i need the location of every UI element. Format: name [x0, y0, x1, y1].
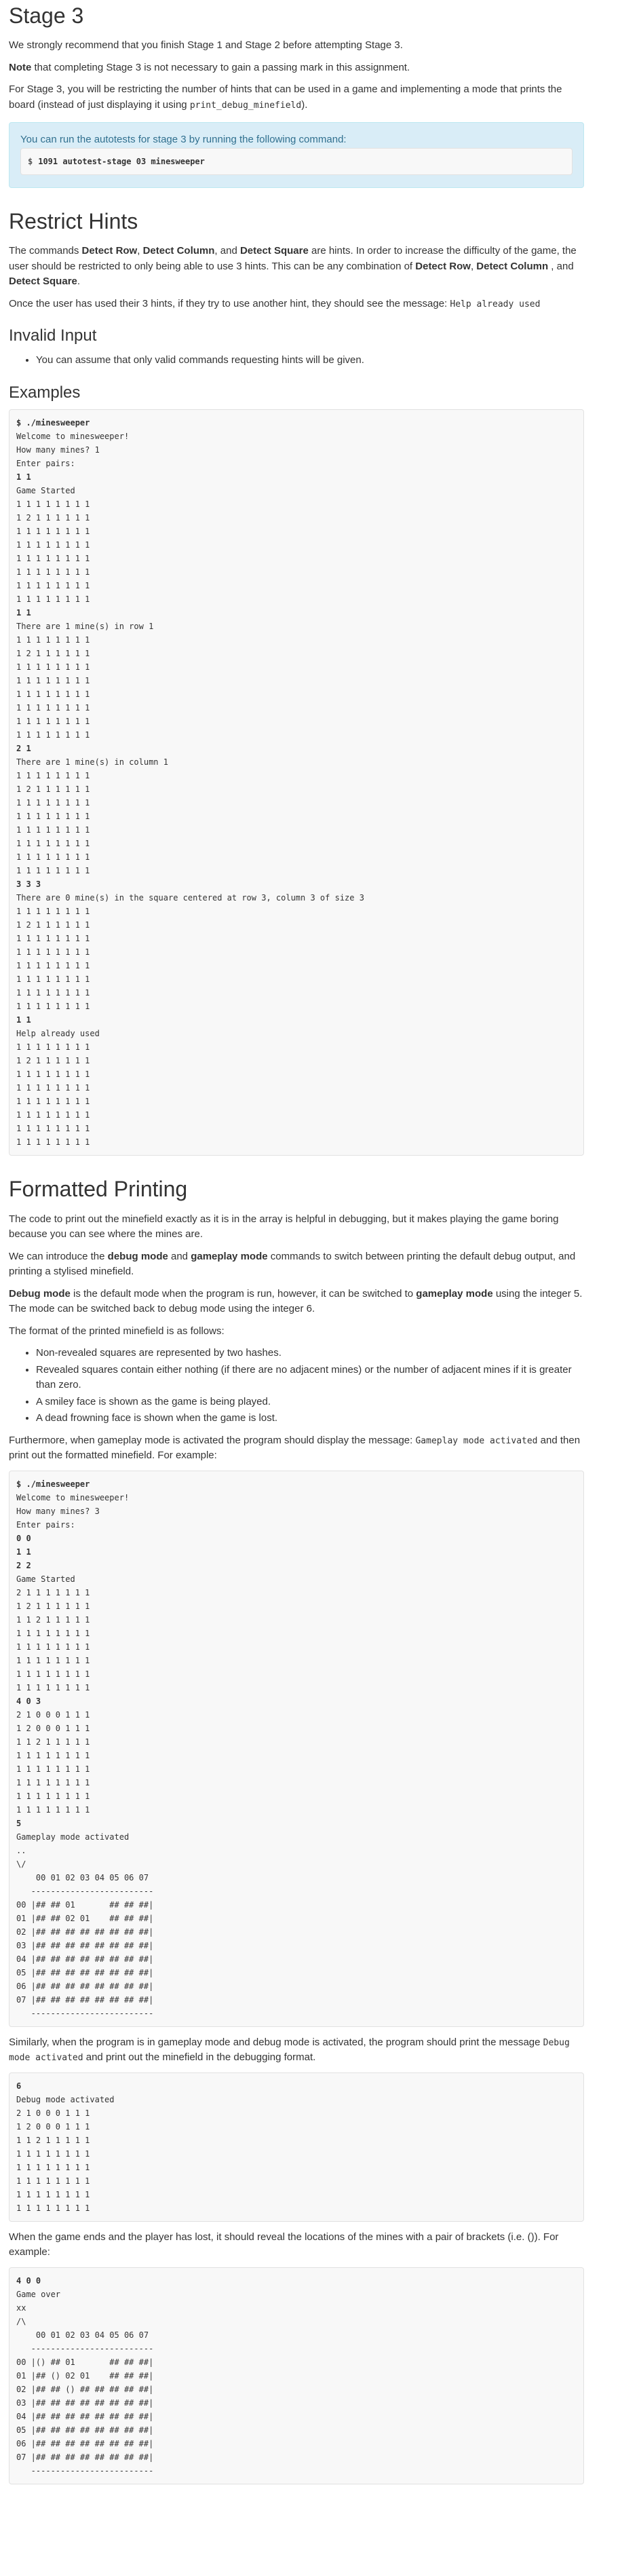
code-line: 1 2 1 1 1 1 1 1	[16, 1056, 90, 1066]
code-line: Welcome to minesweeper!	[16, 432, 130, 442]
code-line: 1 1 1 1 1 1 1 1	[16, 825, 90, 835]
code-line: 1 1 1 1 1 1 1 1	[16, 974, 90, 985]
debug-switch-paragraph	[9, 2035, 584, 2066]
code-line: 06 |## ## ## ## ## ## ## ##|	[16, 2438, 154, 2448]
list-item: • Non-revealed squares are represented by two hashes.	[36, 1346, 584, 1361]
code-line: 1 1 1 1 1 1 1 1	[16, 812, 90, 822]
intro-paragraph-3	[9, 82, 584, 113]
code-line: 1 1 1 1 1 1 1 1	[16, 1002, 90, 1012]
formatted-printing-paragraph-4: The format of the printed minefield is as follows:	[9, 1325, 225, 1337]
code-line: Enter pairs:	[16, 459, 75, 469]
code-line: 2 1	[16, 744, 31, 754]
note-text: that completing Stage 3 is not necessary to gain a passing mark in this assignment.	[31, 61, 410, 73]
text: is the default mode when the program is run, however, it can be switched to	[70, 1287, 416, 1300]
game-over-paragraph: When the game ends and the player has lost, it should reveal the locations of the mines with a pair of brackets (i.e. ()). For example:	[9, 2231, 559, 2258]
section-title-restrict-hints: Restrict Hints	[9, 208, 138, 233]
text: Once the user has used their 3 hints, if they try to use another hint, they should see the message:	[9, 297, 450, 309]
code-line: 00 01 02 03 04 05 06 07	[16, 1872, 149, 1882]
code-line: Help already used	[16, 1029, 100, 1039]
code-line: 1 1 1 1 1 1 1 1	[16, 703, 90, 713]
alert-text: You can run the autotests for stage 3 by running the following command:	[20, 134, 347, 146]
code-line: xx	[16, 2303, 26, 2313]
code-line: 1 1 1 1 1 1 1 1	[16, 1110, 90, 1120]
hints-example-code-block[interactable]	[9, 409, 584, 1156]
code-line: 1 1 1 1 1 1 1 1	[16, 1764, 90, 1774]
code-line: 1 1 1 1 1 1 1 1	[16, 2189, 90, 2199]
code-line: 1 1	[16, 472, 31, 482]
inline-code: print_debug_minefield	[189, 100, 302, 111]
code-line: 1 1 1 1 1 1 1 1	[16, 1069, 90, 1080]
code-line: 1 1 1 1 1 1 1 1	[16, 1083, 90, 1093]
text: are hints. In order to increase the difficulty of the game, the user should be restricted to only being able to use 3 hints. This can be any combination of	[9, 245, 577, 272]
intro-text: ).	[301, 98, 308, 111]
code-line: 1 1 1 1 1 1 1 1	[16, 499, 90, 510]
code-line: 1 1 1 1 1 1 1 1	[16, 2148, 90, 2159]
code-line: 1 1 1 1 1 1 1 1	[16, 771, 90, 781]
text: Similarly, when the program is in gameplay mode and debug mode is activated, the program should print the message	[9, 2036, 543, 2048]
code-line: 1 1 1 1 1 1 1 1	[16, 2176, 90, 2186]
code-line: 1 1 1 1 1 1 1 1	[16, 907, 90, 917]
command-name: Detect Square	[9, 276, 77, 288]
code-line: 03 |## ## ## ## ## ## ## ##|	[16, 1940, 154, 1950]
code-line: 1 1 1 1 1 1 1 1	[16, 540, 90, 550]
code-line: 1 1 1 1 1 1 1 1	[16, 947, 90, 958]
intro-text: For Stage 3, you will be restricting the number of hints that can be used in a game and implementing a mode that prints the board (instead of just displaying it using	[9, 83, 562, 111]
inline-code: Help already used	[450, 299, 541, 309]
note-label: Note	[9, 61, 32, 73]
code-line: 1 1 1 1 1 1 1 1	[16, 730, 90, 740]
code-line: Welcome to minesweeper!	[16, 1492, 130, 1502]
code-line: 1 1 2 1 1 1 1 1	[16, 2135, 90, 2145]
code-line: Game over	[16, 2289, 61, 2299]
code-line: How many mines? 1	[16, 445, 100, 455]
code-line: 1 1 1 1 1 1 1 1	[16, 798, 90, 808]
text: , and	[548, 260, 574, 272]
code-line: 2 2	[16, 1560, 31, 1570]
code-line: 1 1 1 1 1 1 1 1	[16, 1777, 90, 1787]
code-line: 1 1 1 1 1 1 1 1	[16, 1669, 90, 1679]
code-line: 1 1 1 1 1 1 1 1	[16, 635, 90, 645]
code-line: \/	[16, 1859, 26, 1869]
list-item: • A dead frowning face is shown when the game is lost.	[36, 1411, 584, 1426]
code-line: 07 |## ## ## ## ## ## ## ##|	[16, 2452, 154, 2462]
code-line: 06 |## ## ## ## ## ## ## ##|	[16, 1981, 154, 1991]
text: and	[168, 1250, 191, 1262]
invalid-input-list	[9, 353, 584, 368]
code-line: 1 1 1 1 1 1 1 1	[16, 1750, 90, 1760]
section-title-examples: Examples	[9, 383, 81, 402]
code-line: 1 1 2 1 1 1 1 1	[16, 1614, 90, 1625]
autotest-command: 1091 autotest-stage 03 minesweeper	[38, 156, 205, 166]
code-line: -------------------------	[16, 2465, 154, 2476]
formatted-printing-paragraph-5	[9, 1433, 584, 1464]
formatted-printing-paragraph-2	[9, 1249, 584, 1280]
intro-paragraph-2	[9, 60, 584, 76]
code-line: Game Started	[16, 486, 75, 496]
inline-code: Debug mode activated	[9, 2037, 570, 2064]
text: commands to switch between printing the default debug output, and printing a stylised minefield.	[9, 1250, 576, 1278]
command-name: Detect Row	[415, 260, 471, 272]
code-line: 1 1 1 1 1 1 1 1	[16, 1124, 90, 1134]
page-title: Stage 3	[9, 3, 84, 28]
code-line: 1 1	[16, 608, 31, 618]
code-line: There are 1 mine(s) in column 1	[16, 757, 168, 768]
code-line: 04 |## ## ## ## ## ## ## ##|	[16, 2411, 154, 2421]
code-line: 4 0 0	[16, 2275, 41, 2286]
game-over-example-code-block[interactable]	[9, 2267, 584, 2484]
code-line: 6	[16, 2081, 22, 2091]
code-line: 1 1 1 1 1 1 1 1	[16, 676, 90, 686]
code-line: 02 |## ## ## ## ## ## ## ##|	[16, 1927, 154, 1937]
code-line: 1 2 1 1 1 1 1 1	[16, 513, 90, 523]
code-line: 1 1 1 1 1 1 1 1	[16, 1137, 90, 1148]
code-line: 1 1 1 1 1 1 1 1	[16, 1097, 90, 1107]
code-line: $ ./minesweeper	[16, 418, 90, 428]
restrict-hints-paragraph-2	[9, 297, 584, 312]
restrict-hints-paragraph-1	[9, 244, 584, 290]
code-line: 1 1 1 1 1 1 1 1	[16, 1628, 90, 1638]
code-line: -------------------------	[16, 2343, 154, 2353]
code-line: 2 1 0 0 0 1 1 1	[16, 2108, 90, 2118]
debug-example-code-block[interactable]	[9, 2072, 584, 2222]
code-line: 1 1 1 1 1 1 1 1	[16, 527, 90, 537]
text: We can introduce the	[9, 1250, 108, 1262]
code-line: 1 1 1 1 1 1 1 1	[16, 594, 90, 605]
code-line: 1 1 1 1 1 1 1 1	[16, 1804, 90, 1815]
code-line: 1 1	[16, 1015, 31, 1025]
code-line: 1 1 1 1 1 1 1 1	[16, 1791, 90, 1801]
section-title-invalid-input: Invalid Input	[9, 326, 97, 345]
code-line: 1 1 1 1 1 1 1 1	[16, 1042, 90, 1053]
inline-code: Gameplay mode activated	[415, 1435, 538, 1446]
code-line: 1 1 1 1 1 1 1 1	[16, 567, 90, 577]
code-line: 07 |## ## ## ## ## ## ## ##|	[16, 1994, 154, 2005]
shell-prompt: $	[28, 156, 33, 166]
command-name: Detect Column	[142, 245, 215, 257]
code-line: 01 |## () 02 01 ## ## ##|	[16, 2370, 154, 2381]
code-line: 2 1 0 0 0 1 1 1	[16, 1709, 90, 1720]
code-line: ..	[16, 1845, 26, 1855]
text: , and	[214, 245, 240, 257]
code-line: 00 01 02 03 04 05 06 07	[16, 2330, 149, 2340]
code-line: How many mines? 3	[16, 1506, 100, 1516]
code-line: 1 1 1 1 1 1 1 1	[16, 839, 90, 849]
intro-paragraph-1	[9, 38, 584, 54]
mode-name: gameplay mode	[191, 1250, 268, 1262]
code-line: 01 |## ## 02 01 ## ## ##|	[16, 1913, 154, 1923]
code-line: 04 |## ## ## ## ## ## ## ##|	[16, 1954, 154, 1964]
code-line: 1 1 2 1 1 1 1 1	[16, 1737, 90, 1747]
code-line: 1 1 1 1 1 1 1 1	[16, 662, 90, 673]
code-line: 3 3 3	[16, 879, 41, 890]
code-line: 1 1 1 1 1 1 1 1	[16, 1655, 90, 1665]
code-line: 1 2 1 1 1 1 1 1	[16, 1601, 90, 1611]
code-line: There are 0 mine(s) in the square centered at row 3, column 3 of size 3	[16, 893, 364, 903]
code-line: There are 1 mine(s) in row 1	[16, 622, 154, 632]
code-line: Debug mode activated	[16, 2094, 115, 2104]
formatted-printing-paragraph-1: The code to print out the minefield exactly as it is in the array is helpful in debugging, but it makes playing the game boring because you can see where the mines are.	[9, 1213, 559, 1240]
code-line: 03 |## ## ## ## ## ## ## ##|	[16, 2398, 154, 2408]
text: and print out the minefield in the debugging format.	[83, 2051, 316, 2064]
mode-name: debug mode	[107, 1250, 168, 1262]
command-name: Detect Column	[476, 260, 549, 272]
section-title-formatted-printing: Formatted Printing	[9, 1177, 188, 1202]
code-line: 1 1	[16, 1547, 31, 1557]
code-line: 1 1 1 1 1 1 1 1	[16, 866, 90, 876]
code-line: 0 0	[16, 1533, 31, 1543]
code-line: 1 1 1 1 1 1 1 1	[16, 934, 90, 944]
code-line: 4 0 3	[16, 1696, 41, 1706]
formatted-printing-paragraph-3	[9, 1287, 584, 1317]
code-line: -------------------------	[16, 1886, 154, 1896]
code-line: -------------------------	[16, 2008, 154, 2018]
intro-text: We strongly recommend that you finish Stage 1 and Stage 2 before attempting Stage 3.	[9, 39, 403, 52]
list-item: • A smiley face is shown as the game is being played.	[36, 1395, 584, 1410]
code-line: 1 1 1 1 1 1 1 1	[16, 988, 90, 998]
code-line: 5	[16, 1818, 22, 1828]
code-line: 1 1 1 1 1 1 1 1	[16, 1682, 90, 1692]
code-line: 00 |() ## 01 ## ## ##|	[16, 2357, 154, 2367]
command-name: Detect Square	[239, 245, 309, 257]
code-line: Enter pairs:	[16, 1519, 75, 1530]
code-line: $ ./minesweeper	[16, 1479, 90, 1489]
code-line: 1 2 0 0 0 1 1 1	[16, 1723, 90, 1733]
code-line: 1 2 0 0 0 1 1 1	[16, 2121, 90, 2132]
mode-name: Debug mode	[9, 1287, 71, 1300]
code-line: 1 1 1 1 1 1 1 1	[16, 689, 90, 700]
text: and then print out the formatted minefield. For example:	[9, 1434, 581, 1462]
code-line: 1 1 1 1 1 1 1 1	[16, 554, 90, 564]
code-line: 00 |## ## 01 ## ## ##|	[16, 1899, 154, 1910]
code-line: 05 |## ## ## ## ## ## ## ##|	[16, 1967, 154, 1977]
code-line: /\	[16, 2316, 26, 2326]
text: Furthermore, when gameplay mode is activated the program should display the message:	[9, 1434, 416, 1446]
code-line: 02 |## ## () ## ## ## ## ##|	[16, 2384, 154, 2394]
code-line: Game Started	[16, 1574, 75, 1584]
autotest-alert	[9, 122, 584, 188]
command-name: Detect Row	[81, 245, 138, 257]
autotest-command-block[interactable]	[20, 148, 573, 175]
mode-name: gameplay mode	[416, 1287, 493, 1300]
text: ,	[470, 260, 477, 272]
code-line: 05 |## ## ## ## ## ## ## ##|	[16, 2425, 154, 2435]
code-line: 1 2 1 1 1 1 1 1	[16, 649, 90, 659]
code-line: 1 1 1 1 1 1 1 1	[16, 852, 90, 863]
code-line: Gameplay mode activated	[16, 1832, 130, 1842]
code-line: 1 2 1 1 1 1 1 1	[16, 920, 90, 930]
code-line: 1 1 1 1 1 1 1 1	[16, 717, 90, 727]
code-line: 1 1 1 1 1 1 1 1	[16, 961, 90, 971]
text: The commands	[9, 245, 82, 257]
text: .	[77, 276, 81, 288]
text: ,	[137, 245, 143, 257]
format-rules-list	[9, 1346, 584, 1426]
code-line: 1 1 1 1 1 1 1 1	[16, 1642, 90, 1652]
code-line: 1 1 1 1 1 1 1 1	[16, 2203, 90, 2213]
code-line: 2 1 1 1 1 1 1 1	[16, 1587, 90, 1597]
list-item: • You can assume that only valid commands requesting hints will be given.	[36, 353, 584, 368]
list-item: • Revealed squares contain either nothing (if there are no adjacent mines) or the number of adjacent mines if it is greater than zero.	[36, 1363, 584, 1393]
text: using the integer 5. The mode can be switched back to debug mode using the integer 6.	[9, 1287, 583, 1315]
gameplay-example-code-block[interactable]	[9, 1471, 584, 2027]
code-line: 1 2 1 1 1 1 1 1	[16, 784, 90, 795]
code-line: 1 1 1 1 1 1 1 1	[16, 2162, 90, 2172]
code-line: 1 1 1 1 1 1 1 1	[16, 581, 90, 591]
